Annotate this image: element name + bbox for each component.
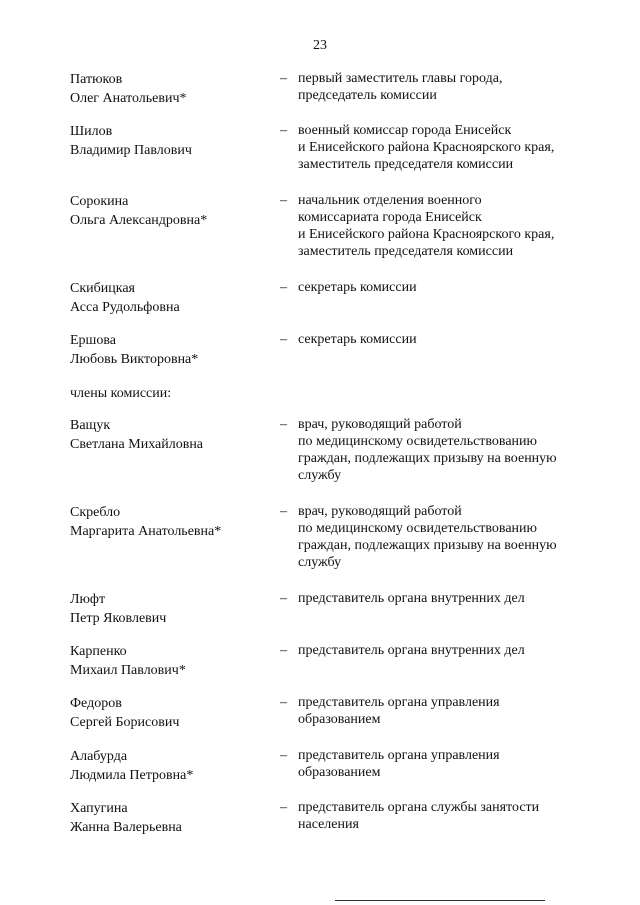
member-name xyxy=(70,331,270,369)
role-line: службу xyxy=(298,555,342,570)
role-line: представитель органа управления xyxy=(298,748,500,763)
member-role xyxy=(298,799,598,833)
separator-dash: – xyxy=(280,123,287,138)
role-line: по медицинскому освидетельствованию xyxy=(298,521,538,536)
member-given-names: Асса Рудольфовна xyxy=(70,300,180,315)
separator-dash: – xyxy=(280,193,287,208)
role-line: представитель органа внутренних дел xyxy=(298,643,525,658)
separator-dash: – xyxy=(280,643,287,658)
member-given-names: Ольга Александровна* xyxy=(70,213,208,228)
member-role xyxy=(298,590,598,607)
separator-dash: – xyxy=(280,280,287,295)
role-line: врач, руководящий работой xyxy=(298,417,462,432)
member-surname: Карпенко xyxy=(70,644,127,659)
role-line: заместитель председателя комиссии xyxy=(298,244,514,259)
role-line: представитель органа управления xyxy=(298,695,500,710)
role-line: начальник отделения военного xyxy=(298,193,482,208)
role-line: врач, руководящий работой xyxy=(298,504,462,519)
member-name xyxy=(70,70,270,108)
role-line: представитель органа службы занятости xyxy=(298,800,540,815)
role-line: граждан, подлежащих призыву на военную xyxy=(298,451,557,466)
member-name xyxy=(70,503,270,541)
member-given-names: Любовь Викторовна* xyxy=(70,352,199,367)
member-surname: Федоров xyxy=(70,696,122,711)
member-surname: Шилов xyxy=(70,124,113,139)
member-role xyxy=(298,122,598,173)
member-surname: Люфт xyxy=(70,592,106,607)
member-surname: Патюков xyxy=(70,72,123,87)
member-name xyxy=(70,642,270,680)
separator-dash: – xyxy=(280,800,287,815)
role-line: представитель органа внутренних дел xyxy=(298,591,525,606)
member-role xyxy=(298,416,598,484)
member-surname: Скребло xyxy=(70,505,121,520)
role-line: секретарь комиссии xyxy=(298,332,417,347)
role-line: заместитель председателя комиссии xyxy=(298,157,514,172)
member-role xyxy=(298,694,598,728)
role-line: комиссариата города Енисейск xyxy=(298,210,482,225)
member-surname: Скибицкая xyxy=(70,281,135,296)
member-surname: Ершова xyxy=(70,333,116,348)
member-given-names: Сергей Борисович xyxy=(70,715,180,730)
role-line: первый заместитель главы города, xyxy=(298,71,503,86)
footer-rule xyxy=(335,900,545,901)
member-name xyxy=(70,799,270,837)
member-role xyxy=(298,279,598,296)
member-name xyxy=(70,192,270,230)
separator-dash: – xyxy=(280,504,287,519)
role-line: секретарь комиссии xyxy=(298,280,417,295)
member-role xyxy=(298,747,598,781)
role-line: и Енисейского района Красноярского края, xyxy=(298,227,555,242)
member-role xyxy=(298,70,598,104)
member-given-names: Олег Анатольевич* xyxy=(70,91,187,106)
member-given-names: Жанна Валерьевна xyxy=(70,820,182,835)
member-name xyxy=(70,416,270,454)
separator-dash: – xyxy=(280,748,287,763)
member-given-names: Петр Яковлевич xyxy=(70,611,167,626)
members-heading: члены комиссии: xyxy=(70,386,172,401)
member-name xyxy=(70,279,270,317)
role-line: службу xyxy=(298,468,342,483)
member-given-names: Людмила Петровна* xyxy=(70,768,194,783)
page-number: 23 xyxy=(313,38,327,53)
member-role xyxy=(298,331,598,348)
member-role xyxy=(298,192,598,260)
member-name xyxy=(70,747,270,785)
member-surname: Хапугина xyxy=(70,801,128,816)
member-role xyxy=(298,503,598,571)
role-line: председатель комиссии xyxy=(298,88,437,103)
separator-dash: – xyxy=(280,332,287,347)
role-line: образованием xyxy=(298,712,381,727)
separator-dash: – xyxy=(280,591,287,606)
role-line: по медицинскому освидетельствованию xyxy=(298,434,538,449)
role-line: граждан, подлежащих призыву на военную xyxy=(298,538,557,553)
member-name xyxy=(70,122,270,160)
role-line: военный комиссар города Енисейск xyxy=(298,123,512,138)
member-given-names: Светлана Михайловна xyxy=(70,437,204,452)
member-surname: Ващук xyxy=(70,418,111,433)
separator-dash: – xyxy=(280,695,287,710)
role-line: образованием xyxy=(298,765,381,780)
member-role xyxy=(298,642,598,659)
role-line: и Енисейского района Красноярского края, xyxy=(298,140,555,155)
member-given-names: Михаил Павлович* xyxy=(70,663,186,678)
member-name xyxy=(70,694,270,732)
member-given-names: Маргарита Анатольевна* xyxy=(70,524,222,539)
member-surname: Алабурда xyxy=(70,749,128,764)
separator-dash: – xyxy=(280,71,287,86)
member-name xyxy=(70,590,270,628)
member-surname: Сорокина xyxy=(70,194,129,209)
member-given-names: Владимир Павлович xyxy=(70,143,192,158)
separator-dash: – xyxy=(280,417,287,432)
role-line: населения xyxy=(298,817,359,832)
